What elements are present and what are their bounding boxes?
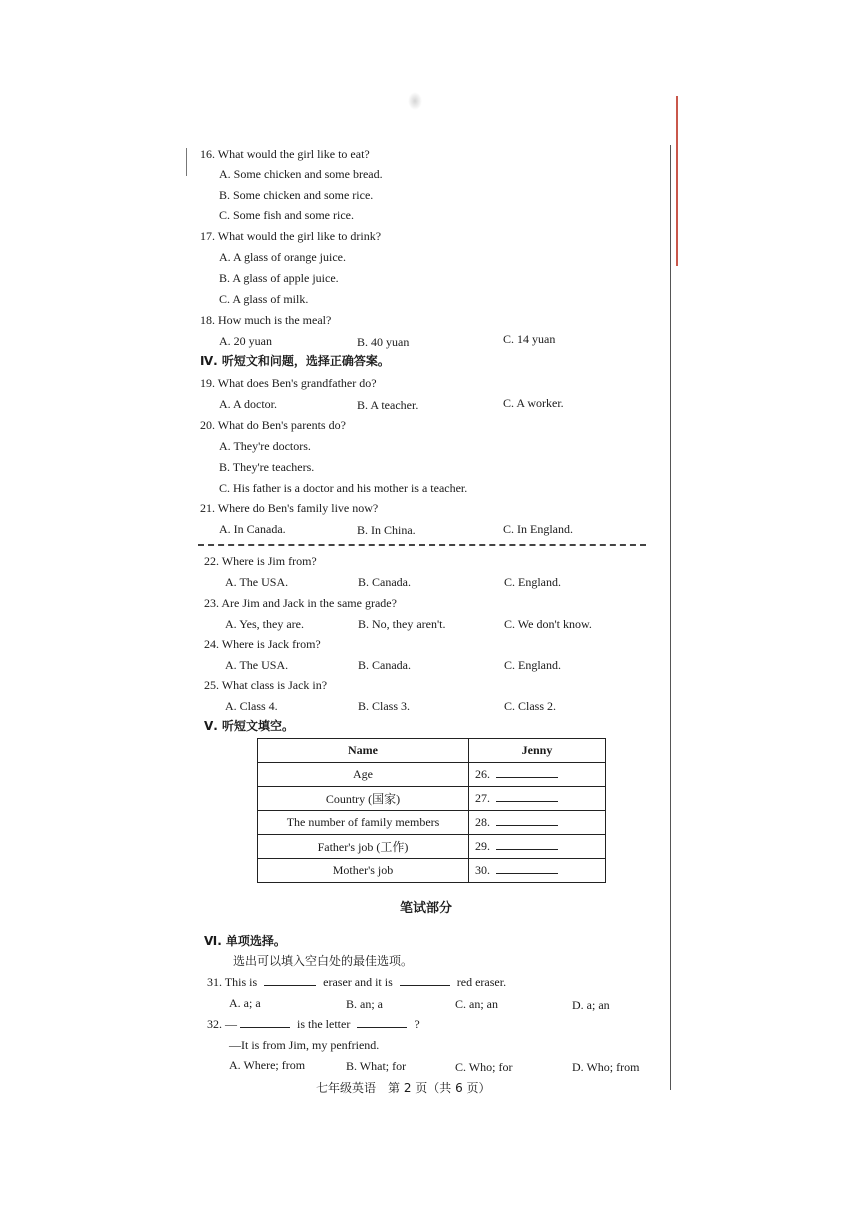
question-31-part3: red eraser. [456,975,507,989]
option-18b: B. 40 yuan [357,335,410,349]
table-row-answer [469,811,606,835]
option-20c: C. His father is a doctor and his mother is a teacher. [219,481,468,495]
option-22c: C. England. [504,575,561,589]
answer-number: 28. [475,815,490,829]
written-part-title: 笔试部分 [400,901,453,916]
table-row-label: Mother's job [258,859,469,883]
answer-blank[interactable] [240,1017,290,1028]
answer-blank[interactable] [496,863,558,874]
option-31b: B. an; a [346,997,383,1011]
option-18c: C. 14 yuan [503,332,556,346]
answer-blank[interactable] [496,767,558,778]
section-6-instruction: 选出可以填入空白处的最佳选项。 [233,954,414,968]
dashed-divider [198,544,646,546]
page-footer: 七年级英语 第 2 页（共 6 页） [316,1081,491,1095]
option-19c: C. A worker. [503,396,564,410]
answer-blank[interactable] [357,1017,407,1028]
table-row-label: Country (国家) [258,787,469,811]
table-row [258,835,606,859]
option-21c: C. In England. [503,522,573,536]
question-32-reply: —It is from Jim, my penfriend. [229,1038,380,1052]
option-23a: A. Yes, they are. [225,617,304,631]
answer-blank[interactable] [264,975,316,986]
option-23b: B. No, they aren't. [358,617,446,631]
question-32-part3: ? [414,1017,420,1031]
table-row-answer [469,859,606,883]
option-20a: A. They're doctors. [219,439,311,453]
page-edge-line-left [186,148,187,176]
scan-smudge [408,92,422,110]
option-32a: A. Where; from [229,1058,306,1072]
question-25: 25. What class is Jack in? [204,678,328,692]
answer-blank[interactable] [496,815,558,826]
option-32b: B. What; for [346,1059,407,1073]
question-17: 17. What would the girl like to drink? [200,229,382,243]
option-21b: B. In China. [357,523,416,537]
answer-number: 29. [475,839,490,853]
option-20b: B. They're teachers. [219,460,315,474]
option-19a: A. A doctor. [219,397,278,411]
section-4-title: Ⅳ. 听短文和问题，选择正确答案。 [200,354,390,368]
question-31-part2: eraser and it is [323,975,393,989]
table-row [258,859,606,883]
option-19b: B. A teacher. [357,398,419,412]
fill-in-table [257,738,606,883]
option-18a: A. 20 yuan [219,334,272,348]
question-32-part1: 32. — [207,1017,237,1031]
option-32d: D. Who; from [572,1060,640,1074]
table-row-answer [469,763,606,787]
question-16: 16. What would the girl like to eat? [200,147,370,161]
option-22a: A. The USA. [225,575,289,589]
option-22b: B. Canada. [358,575,411,589]
table-row [258,763,606,787]
option-17b: B. A glass of apple juice. [219,271,339,285]
table-row [258,811,606,835]
option-21a: A. In Canada. [219,522,286,536]
question-22: 22. Where is Jim from? [204,554,317,568]
question-31 [207,974,506,990]
option-24b: B. Canada. [358,658,411,672]
answer-blank[interactable] [400,975,450,986]
table-row-label: Age [258,763,469,787]
section-5-title: Ⅴ. 听短文填空。 [204,719,295,733]
option-25a: A. Class 4. [225,699,278,713]
table-row-label: Father's job (工作) [258,835,469,859]
table-row-answer [469,787,606,811]
option-17a: A. A glass of orange juice. [219,250,346,264]
option-25c: C. Class 2. [504,699,557,713]
option-32c: C. Who; for [455,1060,513,1074]
table-row-label: The number of family members [258,811,469,835]
option-31a: A. a; a [229,996,261,1010]
table-header-value: Jenny [469,739,606,763]
question-32 [207,1016,420,1032]
question-32-part2: is the letter [297,1017,351,1031]
section-6-title: Ⅵ. 单项选择。 [204,934,286,948]
table-row [258,787,606,811]
question-24: 24. Where is Jack from? [204,637,321,651]
answer-number: 30. [475,863,490,877]
option-31d: D. a; an [572,998,610,1012]
option-24a: A. The USA. [225,658,289,672]
page-edge-line [670,145,671,1090]
question-21: 21. Where do Ben's family live now? [200,501,379,515]
option-23c: C. We don't know. [504,617,592,631]
table-header-name: Name [258,739,469,763]
table-row-answer [469,835,606,859]
question-20: 20. What do Ben's parents do? [200,418,346,432]
question-31-part1: 31. This is [207,975,258,989]
option-16b: B. Some chicken and some rice. [219,188,374,202]
scan-edge-mark [676,96,678,266]
option-24c: C. England. [504,658,561,672]
answer-blank[interactable] [496,791,558,802]
question-23: 23. Are Jim and Jack in the same grade? [204,596,397,610]
option-25b: B. Class 3. [358,699,411,713]
answer-number: 26. [475,767,490,781]
answer-blank[interactable] [496,839,558,850]
option-17c: C. A glass of milk. [219,292,309,306]
question-18: 18. How much is the meal? [200,313,332,327]
answer-number: 27. [475,791,490,805]
question-19: 19. What does Ben's grandfather do? [200,376,377,390]
option-31c: C. an; an [455,997,498,1011]
table-header-row [258,739,606,763]
option-16a: A. Some chicken and some bread. [219,167,383,181]
option-16c: C. Some fish and some rice. [219,208,354,222]
